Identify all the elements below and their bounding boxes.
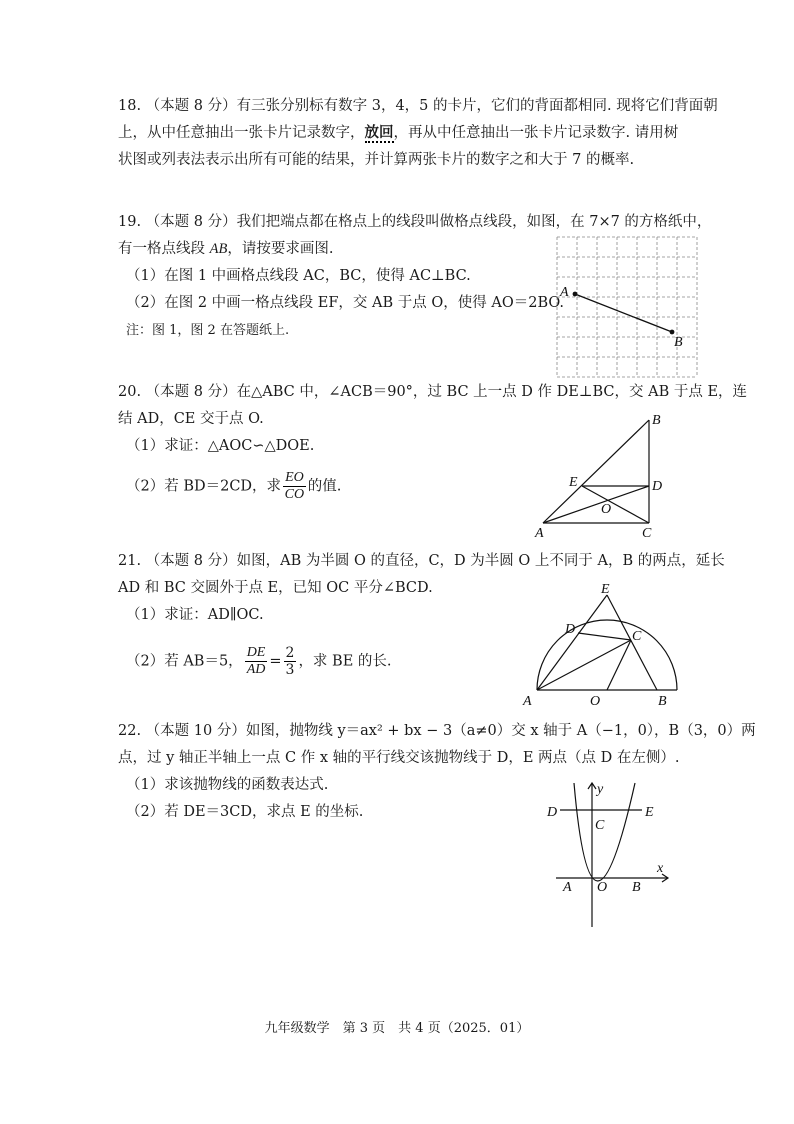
fig22-c: C <box>595 818 605 833</box>
fig21-o: O <box>590 694 601 709</box>
fig21-e: E <box>601 582 610 597</box>
q18-text-1: （本题 8 分）有三张分别标有数字 3，4，5 的卡片，它们的背面都相同. 现将它们背面朝 <box>145 98 718 114</box>
equals: = <box>269 653 282 670</box>
q19-text-2b: ，请按要求画图. <box>227 241 334 257</box>
q20-line2: 结 AD，CE 交于点 O. <box>118 411 264 427</box>
q20-fraction <box>283 470 306 503</box>
q22-parabola-figure <box>540 775 680 940</box>
q18-emphasis: 放回 <box>364 124 394 141</box>
q19-ab: AB <box>209 241 228 257</box>
fig22-o: O <box>597 880 608 895</box>
q21-sub2-b: ，求 BE 的长. <box>298 653 392 670</box>
fig22-e: E <box>645 805 654 820</box>
q22-line2: 点，过 y 轴正半轴上一点 C 作 x 轴的平行线交该抛物线于 D，E 两点（点 D 在左侧）. <box>118 750 680 766</box>
q21-sub1: （1）求证：AD∥OC. <box>126 607 264 623</box>
q19-number: 19. <box>118 214 142 230</box>
q20-sub2 <box>126 470 341 503</box>
label-a: A <box>560 285 569 300</box>
page-footer: 九年级数学 第 3 页 共 4 页（2025．01） <box>264 1021 530 1036</box>
fig22-a: A <box>563 880 572 895</box>
q21-semicircle-figure <box>520 580 680 710</box>
frac-num: EO <box>285 470 304 485</box>
fig20-o: O <box>601 502 612 517</box>
fig21-a: A <box>523 694 532 709</box>
q22-number: 22. <box>118 723 142 739</box>
q19-note: 注：图 1，图 2 在答题纸上. <box>126 323 290 338</box>
segment-ab <box>575 294 672 332</box>
q21-line1 <box>118 551 725 571</box>
q20-sub2-a: （2）若 BD＝2CD，求 <box>126 478 282 495</box>
fig22-d: D <box>547 805 558 820</box>
fig20-a: A <box>535 526 544 541</box>
q22-text-1: （本题 10 分）如图，抛物线 y＝ax² + bx − 3（a≠0）交 x 轴于 A（−1，0），B（3，0）两 <box>145 723 756 739</box>
q18-number: 18. <box>118 98 142 114</box>
q19-sub1: （1）在图 1 中画格点线段 AC，BC，使得 AC⊥BC. <box>126 268 471 284</box>
fig20-c: C <box>642 526 652 541</box>
frac-den: CO <box>284 487 305 502</box>
frac1-num: DE <box>246 645 266 660</box>
q18-line2 <box>118 123 678 143</box>
fig21-b: B <box>658 694 667 709</box>
frac1-den: AD <box>246 662 266 677</box>
q20-sub2-b: 的值. <box>307 478 342 495</box>
fig20-d: D <box>652 479 663 494</box>
q21-sub2 <box>126 645 392 678</box>
fig21-c: C <box>632 629 642 644</box>
q21-line2: AD 和 BC 交圆外于点 E，已知 OC 平分∠BCD. <box>118 580 433 596</box>
q19-line1 <box>118 212 711 232</box>
fig20-b: B <box>652 413 661 428</box>
q21-number: 21. <box>118 553 142 569</box>
fig22-y: y <box>597 782 604 797</box>
q18-text-2a: 上，从中任意抽出一张卡片记录数字， <box>118 125 365 141</box>
q22-sub1: （1）求该抛物线的函数表达式. <box>126 777 329 793</box>
q21-sub2-a: （2）若 AB＝5， <box>126 653 243 670</box>
fig22-x: x <box>657 861 664 876</box>
q21-text-1: （本题 8 分）如图，AB 为半圆 O 的直径，C，D 为半圆 O 上不同于 A，B 的两点，延长 <box>145 553 725 569</box>
q19-grid-figure <box>557 237 697 377</box>
q22-sub2: （2）若 DE＝3CD，求点 E 的坐标. <box>126 804 364 820</box>
q19-line2 <box>118 239 333 259</box>
frac2-num: 2 <box>285 645 295 661</box>
q21-fraction-1 <box>245 645 268 678</box>
q20-text-1: （本题 8 分）在△ABC 中，∠ACB＝90°，过 BC 上一点 D 作 DE⊥BC，交 AB 于点 E，连 <box>145 384 748 400</box>
q20-number: 20. <box>118 384 142 400</box>
q20-triangle-figure <box>535 410 675 540</box>
q18-text-2b: ，再从中任意抽出一张卡片记录数字. 请用树 <box>393 125 679 141</box>
q19-text-2a: 有一格点线段 <box>118 241 210 257</box>
q18-line3: 状图或列表法表示出所有可能的结果，并计算两张卡片的数字之和大于 7 的概率. <box>118 152 635 168</box>
q19-text-1: （本题 8 分）我们把端点都在格点上的线段叫做格点线段，如图，在 7×7 的方格纸中， <box>145 214 712 230</box>
fig21-d: D <box>565 622 576 637</box>
frac2-den: 3 <box>285 662 295 678</box>
q21-fraction-2 <box>284 645 297 678</box>
q20-sub1: （1）求证：△AOC∽△DOE. <box>126 438 315 454</box>
q20-line1 <box>118 382 747 402</box>
q19-sub2: （2）在图 2 中画一格点线段 EF，交 AB 于点 O，使得 AO＝2BO. <box>126 295 565 311</box>
label-b: B <box>674 335 683 350</box>
fig22-b: B <box>632 880 641 895</box>
q22-line1 <box>118 721 756 741</box>
fig20-e: E <box>569 475 578 490</box>
q18-line1 <box>118 96 718 116</box>
